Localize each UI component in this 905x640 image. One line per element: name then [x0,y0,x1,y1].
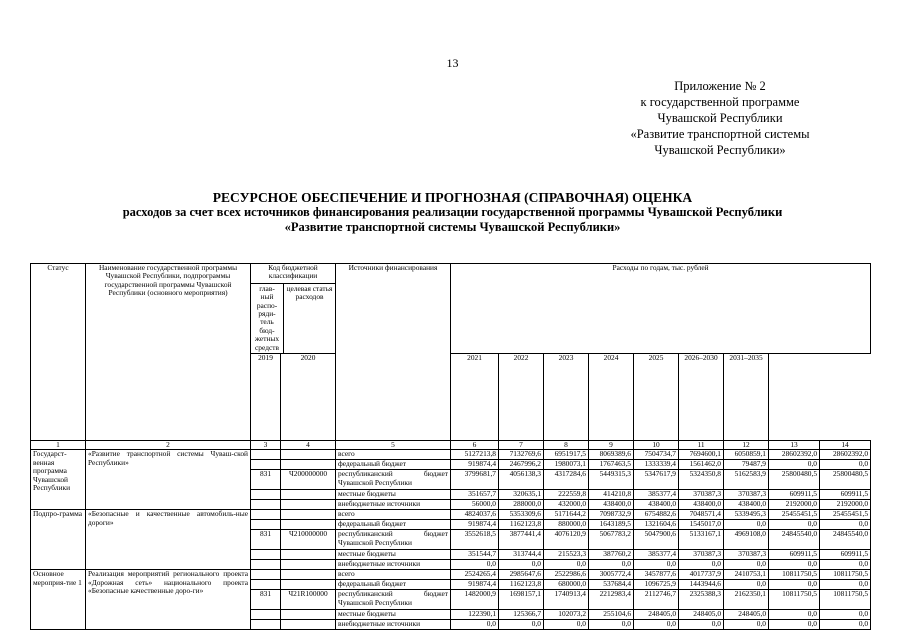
row-value: 7098732,9 [589,510,634,520]
header-year: 2025 [634,354,679,441]
row-value: 2212983,4 [589,590,634,610]
empty-cell [251,450,281,460]
empty-cell [251,460,281,470]
row-value: 609911,5 [769,550,820,560]
header-year: 2026–2030 [679,354,724,441]
row-value: 1333339,4 [634,460,679,470]
row-value: 0,0 [769,620,820,630]
empty-cell [251,490,281,500]
row-value: 1443944,6 [679,580,724,590]
header-expenses: Расходы по годам, тыс. рублей [451,264,871,354]
empty-cell [251,510,281,520]
row-source: местные бюджеты [336,610,451,620]
empty-cell [281,520,336,530]
row-value: 2522986,6 [544,570,589,580]
row-target: Ч210000000 [281,530,336,550]
row-value: 1482000,9 [451,590,499,610]
row-source: республиканский бюджет Чувашской Республики [336,590,451,610]
row-value: 438400,0 [679,500,724,510]
row-value: 4017737,9 [679,570,724,580]
row-value: 4076120,9 [544,530,589,550]
row-value: 24845540,0 [820,530,871,550]
row-value: 215523,3 [544,550,589,560]
row-source: местные бюджеты [336,490,451,500]
row-value: 7048571,4 [679,510,724,520]
row-value: 0,0 [769,580,820,590]
empty-cell [281,620,336,630]
row-source: республиканский бюджет Чувашской Республики [336,470,451,490]
row-value: 4824037,6 [451,510,499,520]
row-value: 2325388,3 [679,590,724,610]
appendix-note [600,78,840,158]
row-value: 122390,1 [451,610,499,620]
row-value: 370387,3 [679,490,724,500]
row-source: республиканский бюджет Чувашской Республики [336,530,451,550]
row-value: 1767463,5 [589,460,634,470]
empty-cell [251,500,281,510]
page-number: 13 [446,56,459,70]
row-value: 0,0 [499,620,544,630]
empty-cell [251,550,281,560]
row-value: 385377,4 [634,550,679,560]
row-source: федеральный бюджет [336,580,451,590]
row-value: 1162123,8 [499,520,544,530]
row-value: 0,0 [769,520,820,530]
row-value: 0,0 [820,560,871,570]
row-value: 385377,4 [634,490,679,500]
empty-cell [251,570,281,580]
row-value: 2410753,1 [724,570,769,580]
row-value: 248405,0 [679,610,724,620]
title-line-3: «Развитие транспортной системы Чувашской Республики» [284,220,621,234]
row-value: 3005772,4 [589,570,634,580]
row-value: 0,0 [499,560,544,570]
row-value: 0,0 [820,460,871,470]
header-year: 2022 [499,354,544,441]
row-value: 5133167,1 [679,530,724,550]
row-value: 0,0 [589,620,634,630]
row-value: 10811750,5 [820,570,871,580]
column-number: 9 [589,441,634,450]
row-value: 537684,4 [589,580,634,590]
row-value: 0,0 [820,620,871,630]
header-code [251,264,336,354]
column-number: 6 [451,441,499,450]
row-value: 2112746,7 [634,590,679,610]
header-year: 2020 [281,354,336,441]
table-row [31,450,871,460]
row-value: 28602392,0 [820,450,871,460]
row-value: 3877441,4 [499,530,544,550]
row-value: 1740913,4 [544,590,589,610]
empty-cell [281,450,336,460]
title-line-1: РЕСУРСНОЕ ОБЕСПЕЧЕНИЕ И ПРОГНОЗНАЯ (СПРАВОЧНАЯ) ОЦЕНКА [212,190,693,205]
row-source: всего [336,510,451,520]
header-year: 2023 [544,354,589,441]
row-value: 370387,3 [724,550,769,560]
row-value: 6754882,6 [634,510,679,520]
row-value: 5162583,9 [724,470,769,490]
row-value: 10811750,5 [769,570,820,580]
row-value: 8069389,6 [589,450,634,460]
column-number: 8 [544,441,589,450]
row-value: 370387,3 [724,490,769,500]
row-value: 2467996,2 [499,460,544,470]
row-value: 0,0 [544,560,589,570]
row-value: 1561462,0 [679,460,724,470]
row-value: 255104,6 [589,610,634,620]
row-source: внебюджетные источники [336,560,451,570]
column-number-row [31,441,871,450]
row-status: Государст-венная программа Чувашской Республики [31,450,86,510]
row-source: внебюджетные источники [336,500,451,510]
header-sources: Источники финансирования [336,264,451,441]
row-value: 0,0 [634,620,679,630]
column-number: 11 [679,441,724,450]
appendix-line: Чувашской Республики [657,111,783,125]
row-value: 1545017,0 [679,520,724,530]
header-main-manager: глав- ный распо- ряди- тель бюд- жетных средств [251,284,284,353]
column-number: 2 [86,441,251,450]
table-row [31,570,871,580]
row-value: 5339495,3 [724,510,769,520]
document-title [0,190,905,235]
empty-cell [281,500,336,510]
header-year: 2031–2035 [724,354,769,441]
row-value: 248405,0 [634,610,679,620]
title-line-2: расходов за счет всех источников финансирования реализации государственной программы Чувашской Республики [122,205,783,219]
column-number: 5 [336,441,451,450]
column-number: 13 [769,441,820,450]
header-status: Статус [31,264,86,441]
row-value: 0,0 [820,580,871,590]
appendix-line: к государственной программе [640,95,800,109]
row-value: 2524265,4 [451,570,499,580]
row-source: внебюджетные источники [336,620,451,630]
column-number: 10 [634,441,679,450]
empty-cell [281,570,336,580]
row-value: 4056138,3 [499,470,544,490]
header-target: целевая статья расходов [286,283,333,302]
empty-cell [281,580,336,590]
row-value: 0,0 [589,560,634,570]
row-source: федеральный бюджет [336,460,451,470]
empty-cell [251,610,281,620]
row-value: 2192000,0 [769,500,820,510]
row-value: 79487,9 [724,460,769,470]
row-value: 125366,7 [499,610,544,620]
row-source: федеральный бюджет [336,520,451,530]
row-value: 919874,4 [451,460,499,470]
appendix-line: Чувашской Республики» [654,143,786,157]
row-value: 609911,5 [769,490,820,500]
row-target: Ч200000000 [281,470,336,490]
row-value: 370387,3 [679,550,724,560]
row-value: 10811750,5 [769,590,820,610]
row-name: «Развитие транспортной системы Чуваш-ской Республики» [86,450,251,510]
column-number: 1 [31,441,86,450]
row-value: 438400,0 [724,500,769,510]
row-value: 609911,5 [820,550,871,560]
row-value: 609911,5 [820,490,871,500]
header-code-label: Код бюджетной классификации [268,263,318,281]
row-source: местные бюджеты [336,550,451,560]
row-value: 3799681,7 [451,470,499,490]
row-value: 56000,0 [451,500,499,510]
row-value: 438400,0 [634,500,679,510]
empty-cell [281,610,336,620]
row-manager: 831 [251,590,281,610]
row-value: 0,0 [769,560,820,570]
row-value: 25800480,5 [820,470,871,490]
row-value: 24845540,0 [769,530,820,550]
row-value: 7504734,7 [634,450,679,460]
row-value: 5067783,2 [589,530,634,550]
row-value: 2162350,1 [724,590,769,610]
empty-cell [251,560,281,570]
row-source: всего [336,450,451,460]
row-value: 222559,8 [544,490,589,500]
row-status: Подпро-грамма [31,510,86,570]
row-value: 3552618,5 [451,530,499,550]
empty-cell [281,510,336,520]
row-value: 313744,4 [499,550,544,560]
row-value: 25800480,5 [769,470,820,490]
row-value: 351657,7 [451,490,499,500]
row-value: 919874,4 [451,520,499,530]
row-value: 6951917,5 [544,450,589,460]
row-target: Ч21R100000 [281,590,336,610]
row-value: 3457877,6 [634,570,679,580]
row-value: 0,0 [820,520,871,530]
row-value: 0,0 [544,620,589,630]
row-value: 5171644,2 [544,510,589,520]
empty-cell [281,560,336,570]
row-value: 919874,4 [451,580,499,590]
row-value: 0,0 [451,620,499,630]
row-value: 320635,1 [499,490,544,500]
row-value: 351544,7 [451,550,499,560]
row-value: 0,0 [820,610,871,620]
empty-cell [251,580,281,590]
row-value: 248405,0 [724,610,769,620]
resource-table [30,263,871,630]
row-manager: 831 [251,530,281,550]
row-value: 1321604,6 [634,520,679,530]
row-value: 5127213,8 [451,450,499,460]
row-value: 6050859,1 [724,450,769,460]
appendix-line: «Развитие транспортной системы [630,127,810,141]
header-name: Наименование государственной программы Чувашской Республики, подпрограммы государственной программы Чувашской Республики (основного мероприятия) [86,264,251,441]
row-value: 102073,2 [544,610,589,620]
row-status: Основное мероприя-тие 1 [31,570,86,630]
row-value: 1096725,9 [634,580,679,590]
row-value: 0,0 [451,560,499,570]
row-value: 0,0 [724,620,769,630]
empty-cell [281,460,336,470]
header-year: 2024 [589,354,634,441]
column-number: 4 [281,441,336,450]
row-value: 2192000,0 [820,500,871,510]
row-value: 0,0 [769,460,820,470]
row-value: 1643189,5 [589,520,634,530]
row-value: 1698157,1 [499,590,544,610]
empty-cell [251,620,281,630]
row-value: 7132769,6 [499,450,544,460]
row-value: 0,0 [634,560,679,570]
header-year: 2021 [451,354,499,441]
row-source: всего [336,570,451,580]
row-manager: 831 [251,470,281,490]
row-value: 4969108,0 [724,530,769,550]
row-value: 0,0 [724,520,769,530]
row-value: 7694600,1 [679,450,724,460]
row-value: 0,0 [724,560,769,570]
row-value: 0,0 [724,580,769,590]
row-value: 25455451,5 [820,510,871,520]
empty-cell [251,520,281,530]
row-value: 432000,0 [544,500,589,510]
header-year: 2019 [251,354,281,441]
row-value: 1162123,8 [499,580,544,590]
row-value: 0,0 [679,620,724,630]
row-value: 1980073,1 [544,460,589,470]
table-row [31,510,871,520]
appendix-line: Приложение № 2 [674,79,766,93]
row-value: 25455451,5 [769,510,820,520]
row-value: 5324350,8 [679,470,724,490]
row-value: 5047900,6 [634,530,679,550]
header-row [31,264,871,354]
row-value: 28602392,0 [769,450,820,460]
row-value: 0,0 [769,610,820,620]
row-value: 5347617,9 [634,470,679,490]
row-value: 5449315,3 [589,470,634,490]
row-value: 414210,8 [589,490,634,500]
row-value: 288000,0 [499,500,544,510]
empty-cell [281,550,336,560]
row-value: 10811750,5 [820,590,871,610]
column-number: 7 [499,441,544,450]
row-value: 387760,2 [589,550,634,560]
row-value: 5353309,6 [499,510,544,520]
row-value: 2985647,6 [499,570,544,580]
row-value: 438400,0 [589,500,634,510]
row-value: 0,0 [679,560,724,570]
empty-cell [281,490,336,500]
row-value: 880000,0 [544,520,589,530]
column-number: 3 [251,441,281,450]
column-number: 12 [724,441,769,450]
row-value: 680000,0 [544,580,589,590]
row-name: Реализация мероприятий регионального проекта «Дорожная сеть» национального проекта «Безопасные качественные доро-ги» [86,570,251,630]
row-name: «Безопасные и качественные автомобиль-ные дороги» [86,510,251,570]
row-value: 4317284,6 [544,470,589,490]
column-number: 14 [820,441,871,450]
